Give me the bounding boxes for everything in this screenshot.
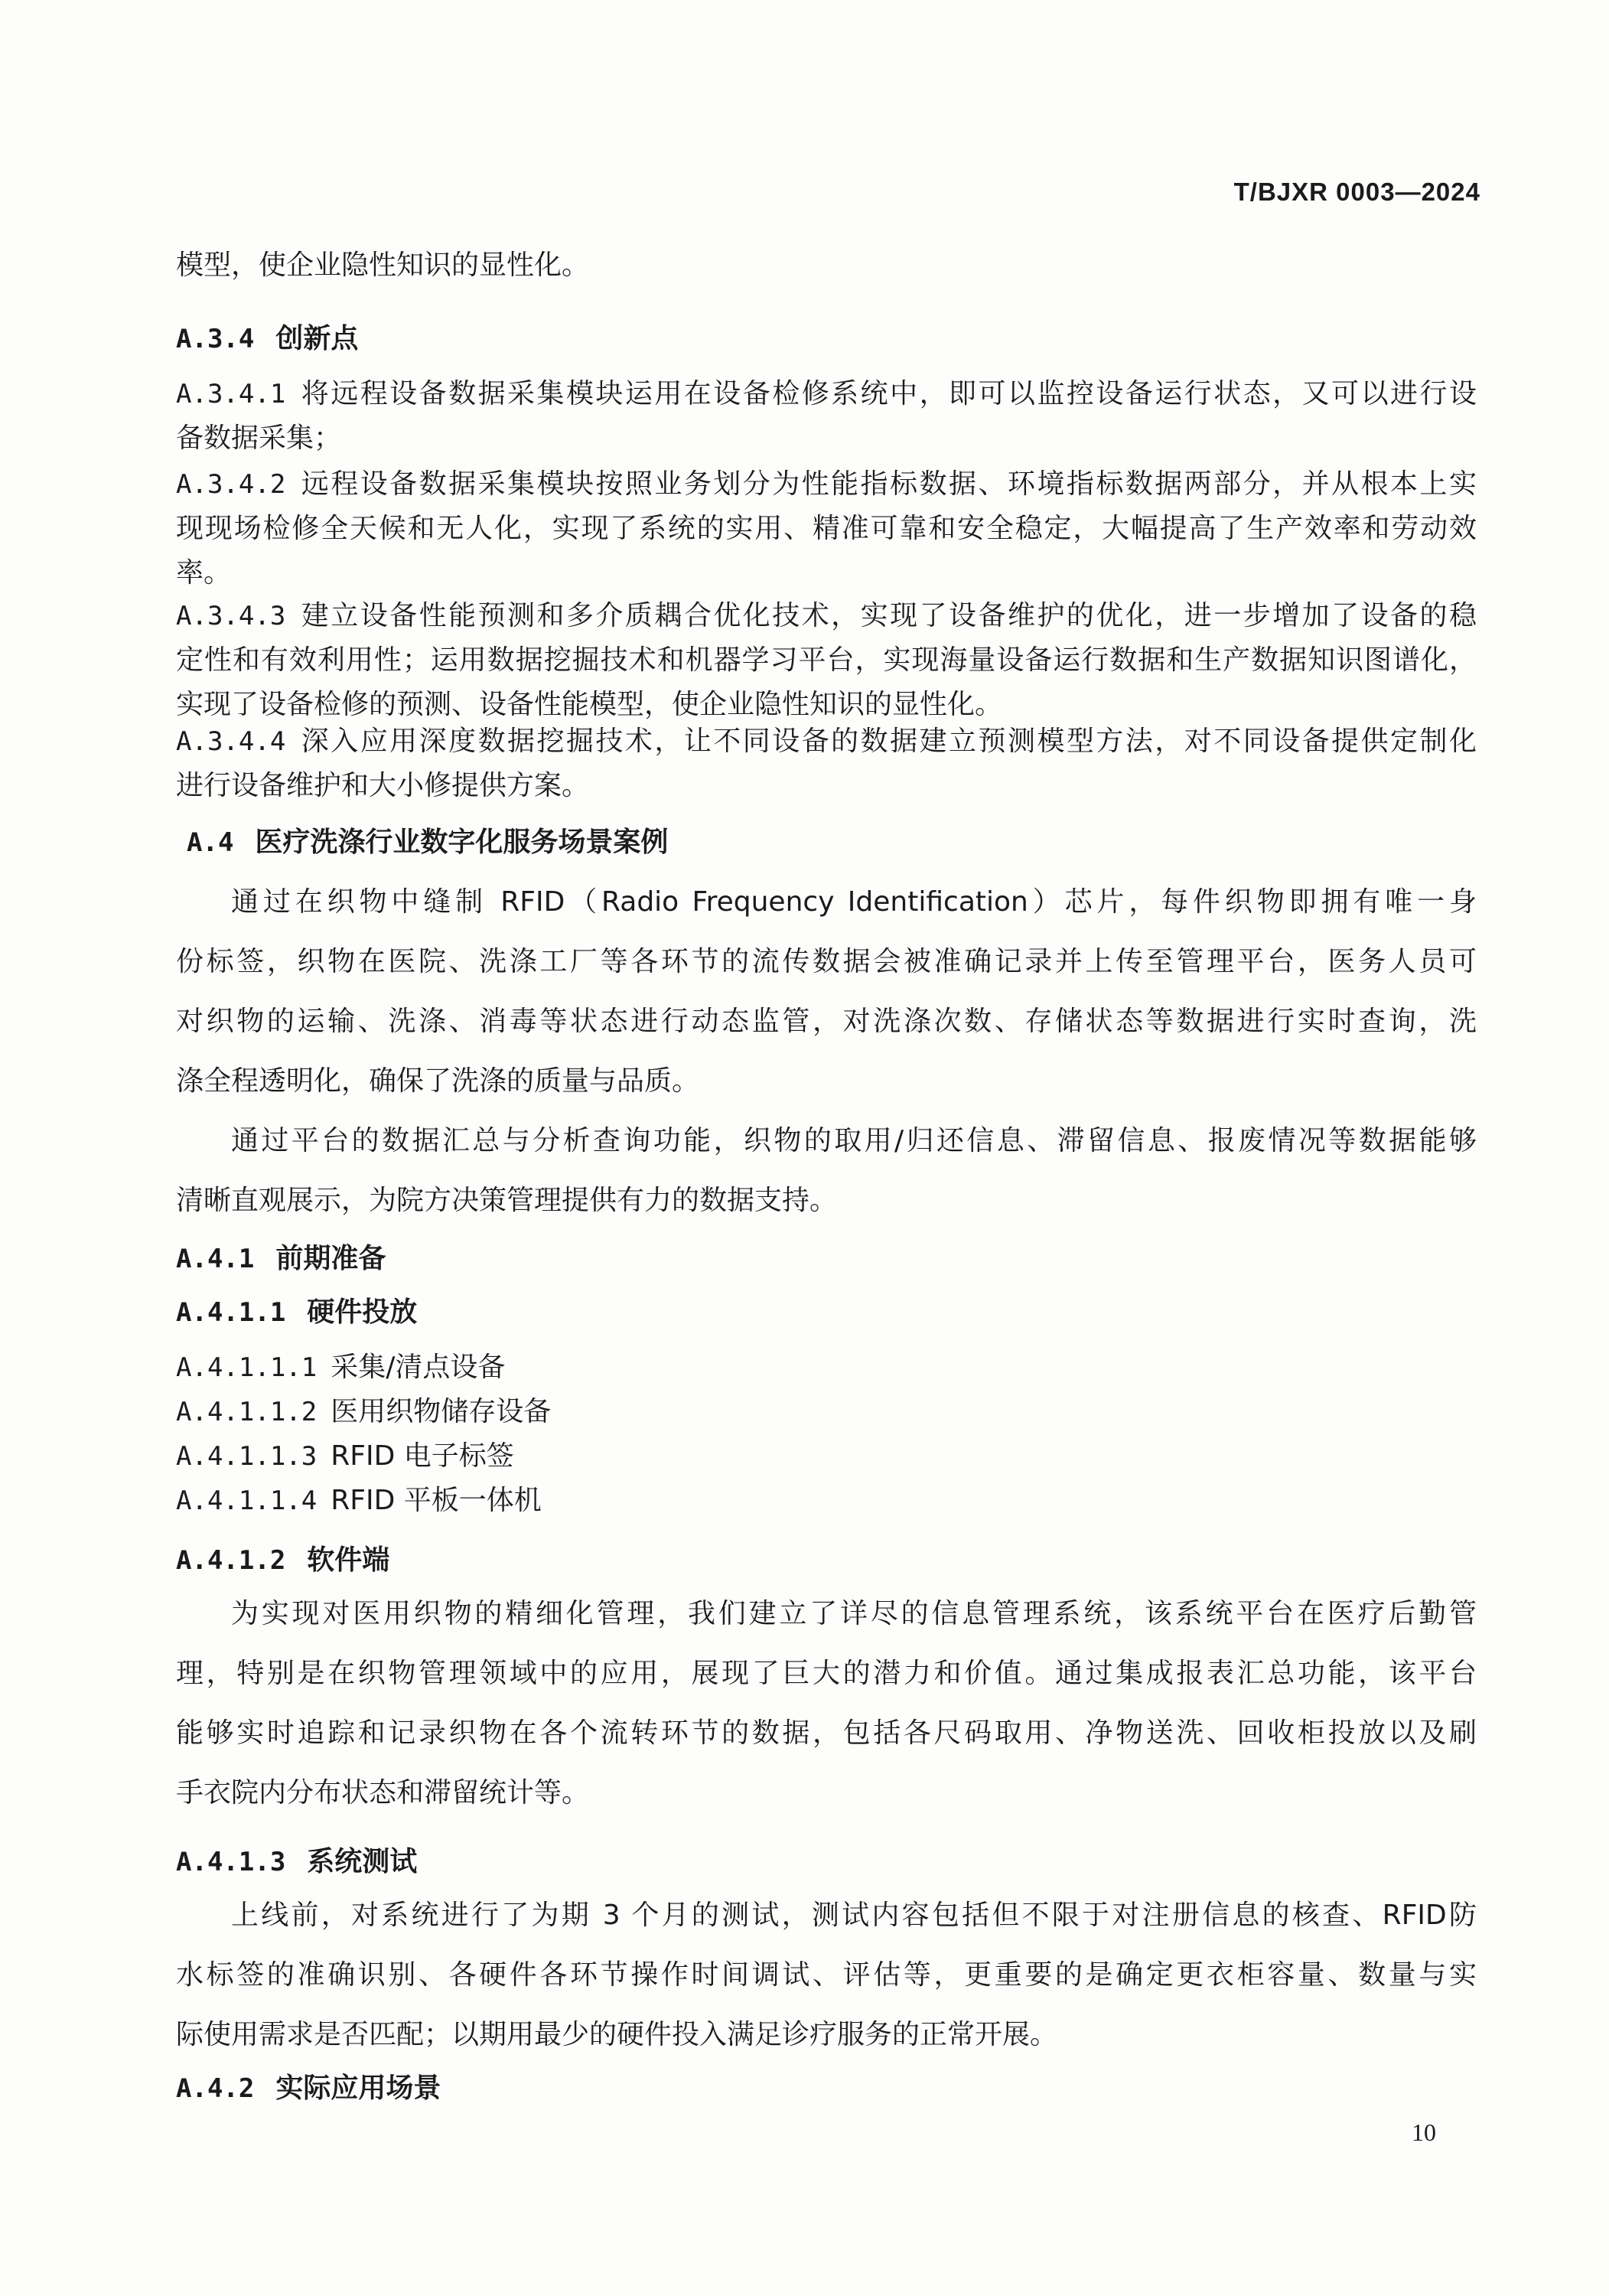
hardware-list xyxy=(176,1345,551,1523)
clause-a3-4-1: A.3.4.1 将远程设备数据采集模块运用在设备检修系统中，即可以监控设备运行状态，又可以进行设 备数据采集； xyxy=(176,378,1477,454)
list-item: A.4.1.1.3 RFID 电子标签 xyxy=(176,1440,514,1472)
list-item: A.4.1.1.4 RFID 平板一体机 xyxy=(176,1485,542,1516)
a4-paragraph-2: 通过平台的数据汇总与分析查询功能，织物的取用/归还信息、滞留信息、报废情况等数据能够 清晰直观展示，为院方决策管理提供有力的数据支持。 xyxy=(176,1125,1477,1216)
heading-a4-1: A.4.1 前期准备 xyxy=(176,1243,386,1274)
clause-a3-4-2: A.3.4.2 远程设备数据采集模块按照业务划分为性能指标数据、环境指标数据两部分，并从根本上实 现现场检修全天候和无人化，实现了系统的实用、精准可靠和安全稳定，大幅提高了生产效率和劳动效 率。 xyxy=(176,468,1477,589)
heading-title: 创新点 xyxy=(275,323,359,354)
standard-code: T/BJXR 0003—2024 xyxy=(1233,178,1480,206)
heading-a4-1-2: A.4.1.2 软件端 xyxy=(176,1544,390,1576)
heading-a4-2: A.4.2 实际应用场景 xyxy=(176,2073,441,2104)
continuation-text: 模型，使企业隐性知识的显性化。 xyxy=(176,249,590,281)
a4-1-3-paragraph: 上线前，对系统进行了为期 3 个月的测试，测试内容包括但不限于对注册信息的核查、RFID防 水标签的准确识别、各硬件各环节操作时间调试、评估等，更重要的是确定更衣柜容量、数量与实 际使用需求是否匹配；以期用最少的硬件投入满足诊疗服务的正常开展。 xyxy=(176,1900,1477,2050)
a4-paragraph-1: 通过在织物中缝制 RFID（Radio Frequency Identification）芯片，每件织物即拥有唯一身 份标签，织物在医院、洗涤工厂等各环节的流传数据会被准确记录并上传至管理平台，医务人员可 对织物的运输、洗涤、消毒等状态进行动态监管，对洗涤次数、存储状态等数据进行实时查询，洗 涤全程透明化，确保了洗涤的质量与品质。 xyxy=(176,886,1477,1097)
heading-a4-1-1: A.4.1.1 硬件投放 xyxy=(176,1296,418,1328)
list-item: A.4.1.1.2 医用织物储存设备 xyxy=(176,1396,552,1427)
heading-a4-1-3: A.4.1.3 系统测试 xyxy=(176,1846,418,1877)
heading-a3-4 xyxy=(176,317,358,361)
page-number: 10 xyxy=(1412,2118,1436,2146)
list-item: A.4.1.1.1 采集/清点设备 xyxy=(176,1352,506,1383)
clause-a3-4-3: A.3.4.3 建立设备性能预测和多介质耦合优化技术，实现了设备维护的优化，进一步增加了设备的稳 定性和有效利用性；运用数据挖掘技术和机器学习平台，实现海量设备运行数据和生产数据知识图谱化， 实现了设备检修的预测、设备性能模型，使企业隐性知识的显性化。 xyxy=(176,600,1477,720)
heading-number: A.3.4 xyxy=(176,324,255,354)
a4-1-2-paragraph: 为实现对医用织物的精细化管理，我们建立了详尽的信息管理系统，该系统平台在医疗后勤管 理，特别是在织物管理领域中的应用，展现了巨大的潜力和价值。通过集成报表汇总功能，该平台 能够实时追踪和记录织物在各个流转环节的数据，包括各尺码取用、净物送洗、回收柜投放以及刷 手衣院内分布状态和滞留统计等。 xyxy=(176,1598,1477,1808)
heading-a4: A.4 医疗洗涤行业数字化服务场景案例 xyxy=(187,827,669,858)
clause-a3-4-4: A.3.4.4 深入应用深度数据挖掘技术，让不同设备的数据建立预测模型方法，对不同设备提供定制化 进行设备维护和大小修提供方案。 xyxy=(176,726,1477,801)
